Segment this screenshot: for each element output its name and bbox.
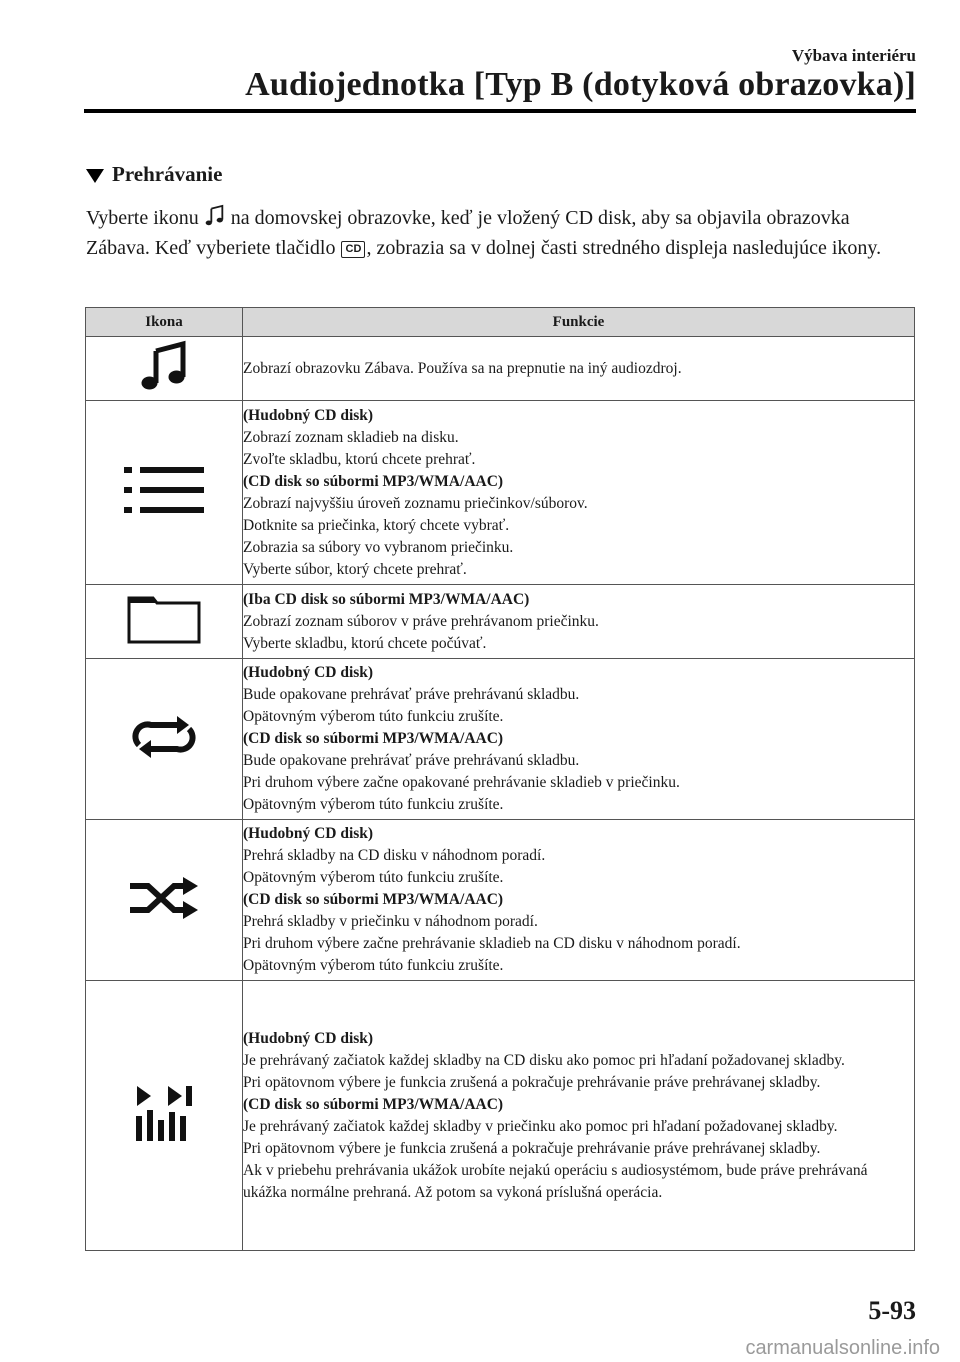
intro-text-2: na domovskej obrazovke, keď je vložený CD disk, aby sa objavila obrazovka Zábava. Keď vyberiete tlačidlo <box>86 207 850 259</box>
function-line: (CD disk so súbormi MP3/WMA/AAC) <box>243 891 504 908</box>
function-line: Zobrazí zoznam súborov v práve prehrávanom priečinku. <box>243 612 599 630</box>
function-line: Ak v priebehu prehrávania ukážok urobíte nejakú operáciu s audiosystémom, bude práve prehrávaná ukážka normálne prehraná. Až potom sa vykoná príslušná operácia. <box>243 1161 868 1201</box>
list-icon <box>124 465 204 515</box>
scan-icon <box>134 1084 194 1142</box>
function-line: Bude opakovane prehrávať práve prehrávanú skladbu. <box>243 752 580 769</box>
function-cell <box>243 337 915 401</box>
function-line: Zvoľte skladbu, ktorú chcete prehrať. <box>243 450 476 468</box>
function-line: Opätovným výberom túto funkciu zrušíte. <box>243 957 504 974</box>
function-cell <box>243 981 915 1251</box>
page-title: Audiojednotka [Typ B (dotyková obrazovka)] <box>245 66 916 103</box>
intro-paragraph <box>86 203 916 263</box>
function-line: Pri opätovnom výbere je funkcia zrušená a pokračuje prehrávanie práve prehrávanej skladby. <box>243 1073 821 1091</box>
function-line: Zobrazí obrazovku Zábava. Používa sa na prepnutie na iný audiozdroj. <box>243 359 682 377</box>
function-line: (Hudobný CD disk) <box>243 825 374 842</box>
function-line: Opätovným výberom túto funkciu zrušíte. <box>243 796 504 813</box>
section-subtitle: Výbava interiéru <box>791 46 916 65</box>
function-line: Vyberte skladbu, ktorú chcete počúvať. <box>243 634 487 652</box>
function-line: Je prehrávaný začiatok každej skladby v priečinku ako pomoc pri hľadaní požadovanej skladby. <box>243 1117 838 1135</box>
music-note-inline-icon <box>204 204 226 228</box>
icon-cell <box>86 585 243 659</box>
function-line: Opätovným výberom túto funkciu zrušíte. <box>243 869 504 886</box>
table-header-row <box>86 308 915 337</box>
function-line: Pri druhom výbere začne opakované prehrávanie skladieb v priečinku. <box>243 774 680 791</box>
table-row <box>86 401 915 585</box>
column-header-icon: Ikona <box>86 308 243 337</box>
function-line: Pri opätovnom výbere je funkcia zrušená a pokračuje prehrávanie práve prehrávanej skladby. <box>243 1139 821 1157</box>
table-row <box>86 981 915 1251</box>
watermark: carmanualsonline.info <box>745 1337 940 1359</box>
function-line: Zobrazia sa súbory vo vybranom priečinku. <box>243 538 514 556</box>
icon-cell <box>86 337 243 401</box>
page-number: 5-93 <box>868 1296 916 1325</box>
function-line: Bude opakovane prehrávať práve prehrávanú skladbu. <box>243 686 580 703</box>
function-line: Prehrá skladby na CD disku v náhodnom poradí. <box>243 847 546 864</box>
header-rule <box>84 109 916 113</box>
function-line: (CD disk so súbormi MP3/WMA/AAC) <box>243 472 504 490</box>
repeat-icon <box>129 715 199 759</box>
function-cell <box>243 820 915 981</box>
table-row <box>86 820 915 981</box>
function-line: (Hudobný CD disk) <box>243 1029 374 1047</box>
shuffle-icon <box>128 876 200 920</box>
table-row <box>86 585 915 659</box>
function-line: (Hudobný CD disk) <box>243 406 374 424</box>
column-header-functions: Funkcie <box>243 308 915 337</box>
intro-text-1: Vyberte ikonu <box>86 207 204 229</box>
icon-cell <box>86 981 243 1251</box>
cd-button-icon: CD <box>341 241 365 258</box>
icon-function-table <box>85 307 915 1251</box>
function-line: Opätovným výberom túto funkciu zrušíte. <box>243 708 504 725</box>
function-line: Zobrazí najvyššiu úroveň zoznamu priečinkov/súborov. <box>243 494 588 512</box>
icon-cell <box>86 401 243 585</box>
function-cell <box>243 401 915 585</box>
function-line: (Iba CD disk so súbormi MP3/WMA/AAC) <box>243 590 530 608</box>
section-heading-text: Prehrávanie <box>112 162 223 186</box>
function-line: (Hudobný CD disk) <box>243 664 374 681</box>
function-line: Prehrá skladby v priečinku v náhodnom poradí. <box>243 913 538 930</box>
intro-text-3: , zobrazia sa v dolnej časti stredného displeja nasledujúce ikony. <box>366 237 882 259</box>
section-heading <box>86 162 222 187</box>
function-cell <box>243 585 915 659</box>
table-row <box>86 659 915 820</box>
function-line: Zobrazí zoznam skladieb na disku. <box>243 428 459 446</box>
music-note-icon <box>139 339 189 393</box>
triangle-marker-icon <box>86 169 104 183</box>
function-line: Je prehrávaný začiatok každej skladby na CD disku ako pomoc pri hľadaní požadovanej skladby. <box>243 1051 845 1069</box>
function-line: (CD disk so súbormi MP3/WMA/AAC) <box>243 730 504 747</box>
icon-cell <box>86 820 243 981</box>
function-line: (CD disk so súbormi MP3/WMA/AAC) <box>243 1095 504 1113</box>
icon-cell <box>86 659 243 820</box>
function-cell <box>243 659 915 820</box>
folder-icon <box>127 594 201 644</box>
table-row <box>86 337 915 401</box>
function-line: Dotknite sa priečinka, ktorý chcete vybrať. <box>243 516 510 534</box>
function-line: Vyberte súbor, ktorý chcete prehrať. <box>243 560 467 578</box>
function-line: Pri druhom výbere začne prehrávanie skladieb na CD disku v náhodnom poradí. <box>243 935 741 952</box>
